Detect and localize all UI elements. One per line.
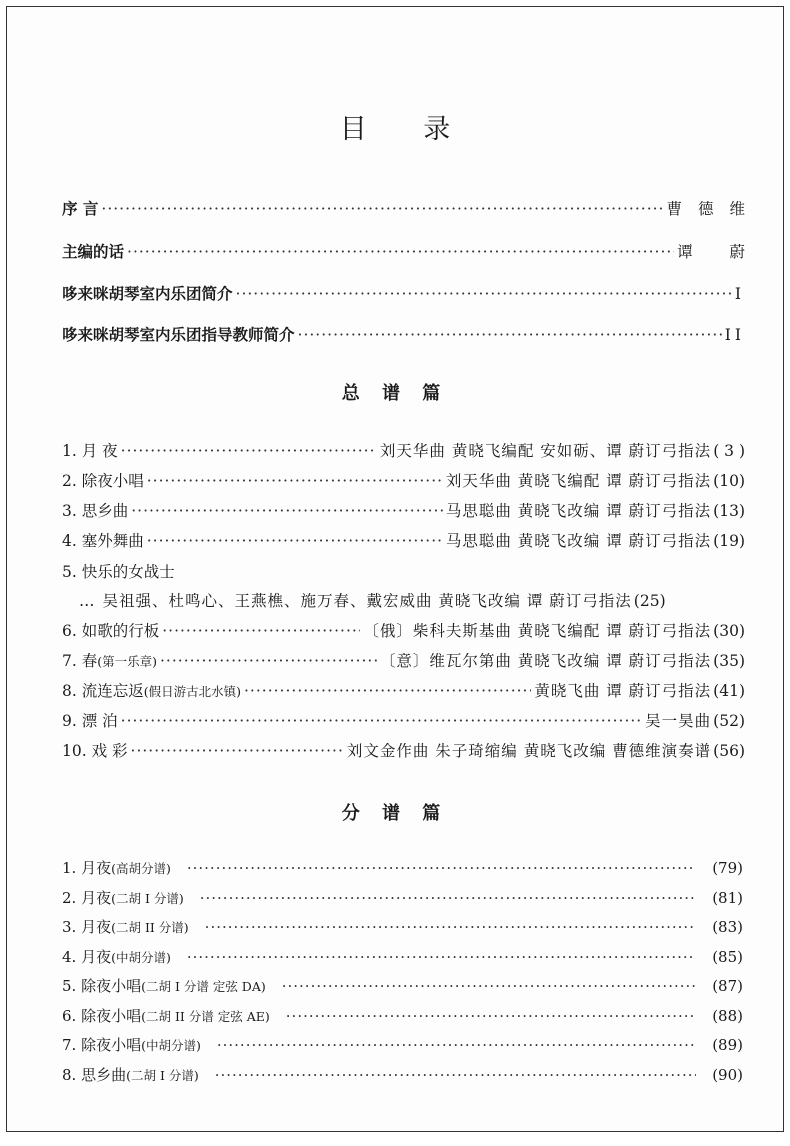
entry-note: (第一乐章) [97,654,157,669]
entry-page: ( 3 ) [713,442,745,460]
entry-page: (41) [713,682,745,700]
entry-label: 4. 塞外舞曲 [62,532,144,550]
dot-leader [200,889,696,907]
entry-label: 3. 月夜 [62,918,112,936]
entry-note: (二胡 I 分谱) [111,891,184,906]
entry-credit: 刘天华曲 黄晓飞编配 谭 蔚订弓指法 [445,472,712,490]
entry-page: (89) [712,1036,743,1054]
toc-entry [62,1064,743,1085]
entry-label: 序 言 [62,199,99,218]
entry-credit: 马思聪曲 黄晓飞改编 谭 蔚订弓指法 [445,532,712,550]
entry-credit: 马思聪曲 黄晓飞改编 谭 蔚订弓指法 [445,502,712,520]
entry-page: (30) [713,622,745,640]
entry-note: (二胡 I 分谱) [126,1068,199,1083]
entry-label: 5. 除夜小唱 [62,977,142,995]
dot-leader [162,622,360,640]
entry-credit: 〔俄〕柴科夫斯基曲 黄晓飞编配 谭 蔚订弓指法 [363,622,712,640]
entry-label: 10. 戏 彩 [62,742,128,760]
section-heading-parts: 分 谱 篇 [341,803,449,824]
toc-entry [62,1005,743,1026]
entry-credit: 刘天华曲 黄晓飞编配 安如砺、谭 蔚订弓指法 [379,442,712,460]
toc-entry-teacher-intro [62,323,745,345]
toc-entry-title-only: 5. 快乐的女战士 [62,563,175,581]
entry-page: (83) [712,918,743,936]
dot-leader [244,682,531,700]
dot-leader [127,243,674,261]
entry-credit: 曹德维 [666,200,761,218]
toc-entry [62,649,745,671]
toc-entry [62,469,745,491]
dot-leader [121,712,643,730]
dot-leader [147,472,443,490]
entry-label: 3. 思乡曲 [62,502,129,520]
entry-label: 1. 月夜 [62,859,112,877]
dot-leader [131,502,443,520]
entry-label: 4. 月夜 [62,948,112,966]
section-heading-full-score: 总 谱 篇 [341,383,449,404]
dot-leader [286,1007,696,1025]
entry-note: (假日游古北水镇) [143,684,241,699]
dot-leader [217,1036,696,1054]
entry-credit: 谭 蔚 [677,243,761,261]
entry-note: (中胡分谱) [141,1038,201,1053]
dot-leader [131,742,344,760]
toc-entry-preface [62,197,761,219]
dot-leader [205,918,697,936]
toc-entry [62,739,745,761]
entry-label: 6. 除夜小唱 [62,1007,142,1025]
entry-note: (中胡分谱) [111,950,171,965]
toc-page [6,6,784,1132]
dot-leader [282,977,696,995]
toc-entry [62,709,745,731]
toc-entry [62,857,743,878]
entry-label: … [79,592,95,610]
entry-page: (90) [712,1066,743,1084]
dot-leader [160,652,377,670]
entry-credit: 吴一昊曲 [645,712,712,730]
entry-page: (13) [713,502,745,520]
entry-credit: 黄晓飞曲 谭 蔚订弓指法 [534,682,712,700]
toc-entry [62,1034,743,1055]
dot-leader [187,948,696,966]
entry-note: (二胡 II 分谱 定弦 AE) [141,1009,270,1024]
entry-page: (19) [713,532,745,550]
toc-entry [62,499,745,521]
toc-entry-ensemble-intro [62,282,745,304]
entry-page: (52) [713,712,745,730]
entry-label: 7. 除夜小唱 [62,1036,142,1054]
entry-page: (56) [713,742,745,760]
entry-page: (25) [633,592,666,610]
entry-page: I [734,285,745,303]
entry-page: (85) [712,948,743,966]
dot-leader [121,442,377,460]
toc-entry [62,439,745,461]
dot-leader [236,285,732,303]
toc-entry [62,619,745,641]
entry-credit: 刘文金作曲 朱子琦缩编 黄晓飞改编 曹德维演奏谱 [346,742,712,760]
entry-label: 2. 月夜 [62,889,112,907]
entry-note: (高胡分谱) [111,861,171,876]
entry-label: 2. 除夜小唱 [62,472,144,490]
entry-label: 7. 春 [62,652,98,670]
entry-page: (81) [712,889,743,907]
toc-entry [62,946,743,967]
entry-page: (79) [712,859,743,877]
entry-label: 8. 流连忘返 [62,682,144,700]
entry-page: (87) [712,977,743,995]
dot-leader [298,326,722,344]
entry-label: 哆来咪胡琴室内乐团简介 [62,284,233,303]
entry-page: (10) [713,472,745,490]
dot-leader [147,532,443,550]
toc-entry [62,529,745,551]
entry-label: 哆来咪胡琴室内乐团指导教师简介 [62,325,295,344]
dot-leader [215,1066,696,1084]
entry-label: 1. 月 夜 [62,442,118,460]
toc-entry [62,679,745,701]
toc-entry-editor-words [62,240,761,262]
dot-leader [187,859,696,877]
entry-label: 主编的话 [62,242,125,261]
entry-label: 6. 如歌的行板 [62,622,160,640]
entry-page: (35) [713,652,745,670]
toc-entry [62,887,743,908]
entry-label: 8. 思乡曲 [62,1066,127,1084]
entry-label: 9. 漂 泊 [62,712,118,730]
page-title: 目 录 [339,114,475,145]
entry-credit: 〔意〕维瓦尔第曲 黄晓飞改编 谭 蔚订弓指法 [379,652,712,670]
toc-entry [62,975,743,996]
entry-note: (二胡 I 分谱 定弦 DA) [141,979,266,994]
entry-note: (二胡 II 分谱) [111,920,189,935]
entry-page: II [724,326,745,344]
dot-leader [101,200,663,218]
entry-credit: 吴祖强、杜鸣心、王燕樵、施万春、戴宏威曲 黄晓飞改编 谭 蔚订弓指法 [102,592,632,610]
entry-page: (88) [712,1007,743,1025]
toc-entry-continuation [79,589,745,611]
toc-entry [62,916,743,937]
